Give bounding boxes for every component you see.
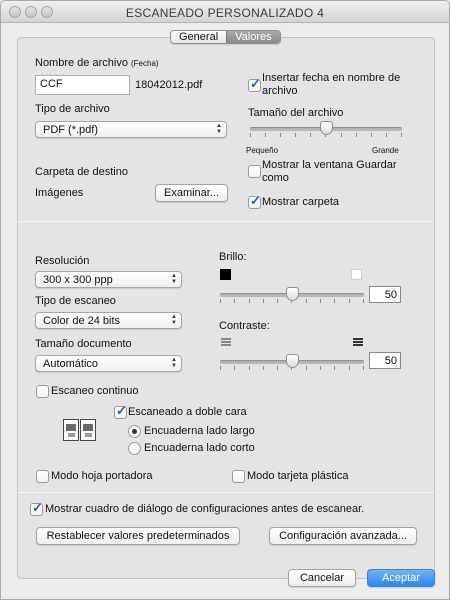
brightness-slider-thumb[interactable] bbox=[286, 287, 299, 301]
high-contrast-icon bbox=[353, 338, 363, 346]
file-size-slider[interactable] bbox=[250, 124, 402, 131]
contrast-slider[interactable] bbox=[220, 357, 364, 364]
popup-arrows-icon: ▲ ▼ bbox=[171, 357, 177, 369]
settings-panel bbox=[17, 37, 435, 579]
scan-type-select[interactable] bbox=[35, 312, 182, 329]
size-min-label: Pequeño bbox=[246, 146, 279, 155]
popup-arrows-icon: ▲ ▼ bbox=[171, 314, 177, 326]
show-folder-label: Mostrar carpeta bbox=[262, 196, 340, 208]
destination-folder-label: Carpeta de destino bbox=[35, 166, 128, 178]
destination-folder-value: Imágenes bbox=[35, 187, 84, 199]
contrast-label: Contraste: bbox=[219, 320, 270, 332]
brightness-label: Brillo: bbox=[219, 251, 247, 263]
light-square-icon bbox=[351, 269, 362, 280]
continuous-scan-checkbox[interactable] bbox=[36, 385, 49, 398]
popup-arrows-icon: ▲ ▼ bbox=[171, 273, 177, 285]
dark-square-icon bbox=[220, 269, 231, 280]
browse-button[interactable]: Examinar... bbox=[155, 184, 228, 202]
minimize-window-button[interactable] bbox=[25, 6, 37, 18]
insert-date-checkbox[interactable] bbox=[248, 79, 261, 92]
show-save-window-checkbox[interactable] bbox=[248, 165, 261, 178]
file-size-slider-thumb[interactable] bbox=[320, 121, 333, 135]
document-size-value: Automático bbox=[43, 358, 99, 370]
resolution-select[interactable] bbox=[35, 271, 182, 288]
contrast-value-field[interactable]: 50 bbox=[369, 352, 401, 369]
size-max-label: Grande bbox=[372, 146, 399, 155]
advanced-settings-button[interactable]: Configuración avanzada... bbox=[269, 527, 417, 545]
brightness-slider[interactable] bbox=[220, 290, 364, 297]
zoom-window-button[interactable] bbox=[41, 6, 53, 18]
file-name-label: Nombre de archivo (Fecha) bbox=[35, 57, 159, 69]
binding-short-radio[interactable] bbox=[128, 442, 141, 455]
duplex-checkbox[interactable] bbox=[114, 406, 127, 419]
show-save-window-label: Mostrar la ventana Guardar como bbox=[262, 159, 397, 184]
scan-type-value: Color de 24 bits bbox=[43, 315, 121, 327]
show-folder-checkbox[interactable] bbox=[248, 196, 261, 209]
show-dialog-checkbox[interactable] bbox=[30, 503, 43, 516]
title-bar[interactable] bbox=[1, 1, 449, 23]
show-dialog-label: Mostrar cuadro de diálogo de configuraciones antes de escanear. bbox=[45, 503, 365, 515]
close-window-button[interactable] bbox=[9, 6, 21, 18]
carrier-sheet-checkbox[interactable] bbox=[36, 470, 49, 483]
window-title: ESCANEADO PERSONALIZADO 4 bbox=[125, 6, 325, 20]
file-type-value: PDF (*.pdf) bbox=[43, 124, 99, 136]
contrast-slider-thumb[interactable] bbox=[286, 354, 299, 368]
reset-defaults-button[interactable]: Restablecer valores predeterminados bbox=[36, 527, 240, 545]
file-name-suffix: 18042012.pdf bbox=[135, 79, 203, 91]
popup-arrows-icon: ▲ ▼ bbox=[216, 123, 222, 135]
file-name-input[interactable]: CCF bbox=[35, 75, 130, 95]
file-size-label: Tamaño del archivo bbox=[248, 107, 344, 119]
section-separator bbox=[18, 221, 434, 222]
duplex-pages-icon bbox=[63, 417, 99, 443]
document-size-label: Tamaño documento bbox=[35, 338, 132, 350]
resolution-label: Resolución bbox=[35, 255, 90, 267]
binding-long-label: Encuaderna lado largo bbox=[144, 425, 255, 437]
tab-bar bbox=[170, 30, 281, 44]
scan-type-label: Tipo de escaneo bbox=[35, 295, 116, 307]
file-type-label: Tipo de archivo bbox=[35, 103, 110, 115]
duplex-label: Escaneado a doble cara bbox=[128, 406, 247, 418]
section-separator bbox=[18, 492, 434, 493]
tab-general[interactable]: General bbox=[171, 31, 226, 43]
cancel-button[interactable]: Cancelar bbox=[288, 569, 356, 587]
document-size-select[interactable] bbox=[35, 355, 182, 372]
binding-long-radio[interactable] bbox=[128, 425, 141, 438]
binding-short-label: Encuaderna lado corto bbox=[144, 442, 255, 454]
low-contrast-icon bbox=[221, 338, 231, 346]
brightness-value-field[interactable]: 50 bbox=[369, 286, 401, 303]
accept-button[interactable]: Aceptar bbox=[367, 569, 435, 587]
continuous-scan-label: Escaneo continuo bbox=[51, 385, 139, 397]
plastic-card-label: Modo tarjeta plástica bbox=[247, 470, 349, 482]
resolution-value: 300 x 300 ppp bbox=[43, 274, 113, 286]
file-type-select[interactable] bbox=[35, 121, 227, 138]
tab-values[interactable]: Valores bbox=[226, 31, 279, 43]
carrier-sheet-label: Modo hoja portadora bbox=[51, 470, 153, 482]
plastic-card-checkbox[interactable] bbox=[232, 470, 245, 483]
insert-date-label: Insertar fecha en nombre de archivo bbox=[262, 72, 401, 97]
